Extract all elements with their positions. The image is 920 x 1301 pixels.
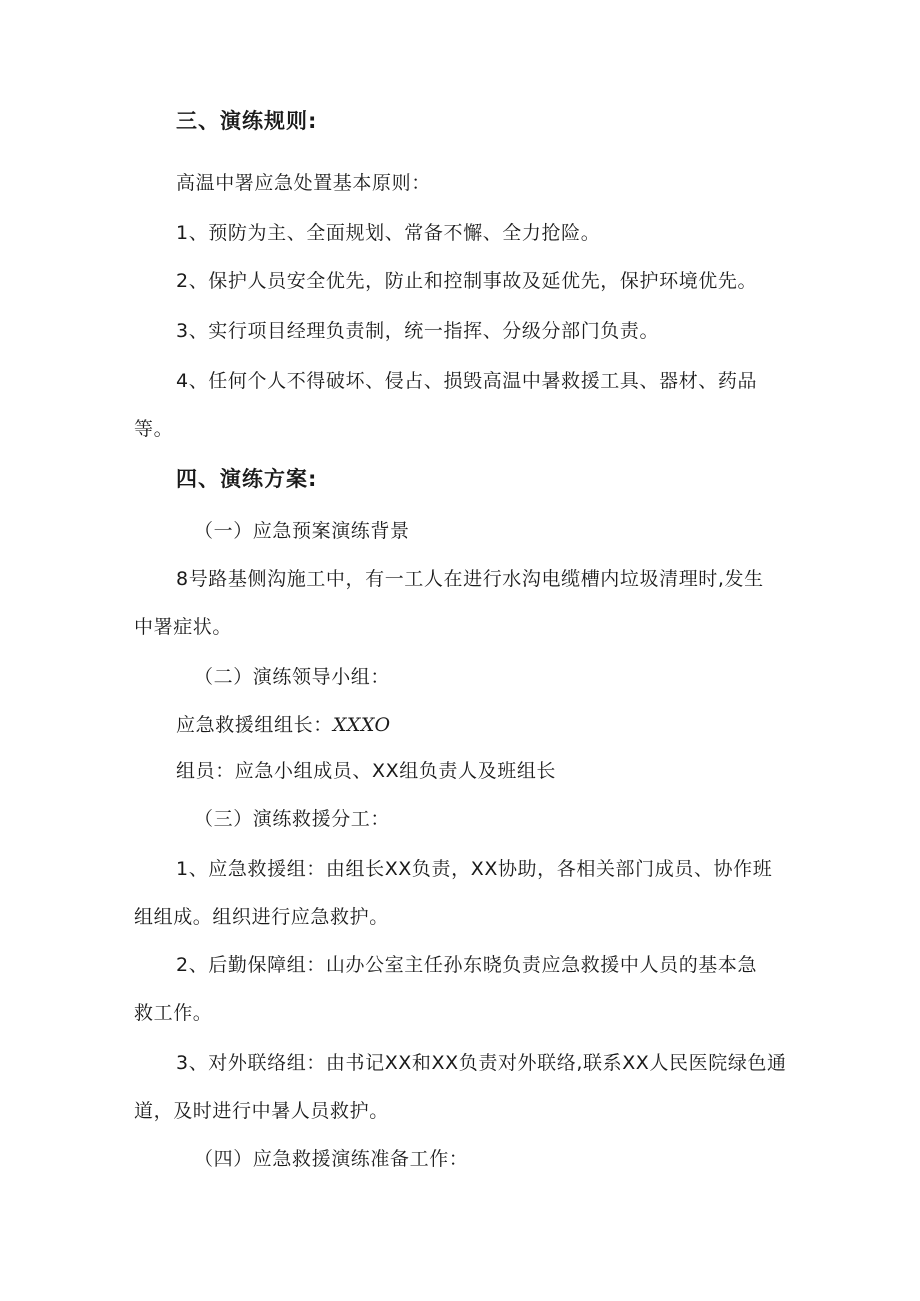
members-line: 组员：应急小组成员、XX组负责人及班组长: [176, 760, 557, 782]
section4-heading: 四、演练方案:: [176, 467, 318, 491]
division-item3-line1: 3、对外联络组：由书记XX和XX负责对外联络,联系XX人民医院绿色通: [176, 1052, 787, 1074]
division-item3-line2: 道，及时进行中暑人员救护。: [134, 1100, 389, 1122]
section3-heading: 三、演练规则:: [176, 109, 318, 133]
leader-label: 应急救援组组长：: [176, 714, 333, 736]
rule-1: 1、预防为主、全面规划、常备不懈、全力抢险。: [176, 222, 601, 244]
background-text-line2: 中署症状。: [134, 616, 233, 638]
division-item1-line2: 组组成。组织进行应急救护。: [134, 906, 389, 928]
section3-intro: 高温中署应急处置基本原则：: [176, 172, 431, 194]
background-text-line1: 8号路基侧沟施工中，有一工人在进行水沟电缆槽内垃圾清理时,发生: [176, 568, 764, 590]
division-item2-line1: 2、后勤保障组：山办公室主任孙东晓负责应急救援中人员的基本急: [176, 954, 758, 976]
division-item1-line1: 1、应急救援组：由组长XX负责，XX协助，各相关部门成员、协作班: [176, 858, 773, 880]
subsection-background-title: （一）应急预案演练背景: [194, 520, 410, 542]
rule-4-continuation: 等。: [134, 418, 174, 440]
subsection-leadership-title: （二）演练领导小组：: [194, 666, 391, 688]
rule-2: 2、保护人员安全优先，防止和控制事故及延优先，保护环境优先。: [176, 270, 758, 292]
leader-name: XXXO: [332, 714, 391, 736]
leader-line: [176, 712, 391, 738]
subsection-preparation-title: （四）应急救援演练准备工作：: [194, 1148, 469, 1170]
rule-4: 4、任何个人不得破坏、侵占、损毁高温中暑救援工具、器材、药品: [176, 370, 758, 392]
subsection-division-title: （三）演练救援分工：: [194, 808, 391, 830]
division-item2-line2: 救工作。: [134, 1002, 213, 1024]
rule-3: 3、实行项目经理负责制，统一指挥、分级分部门负责。: [176, 320, 660, 342]
